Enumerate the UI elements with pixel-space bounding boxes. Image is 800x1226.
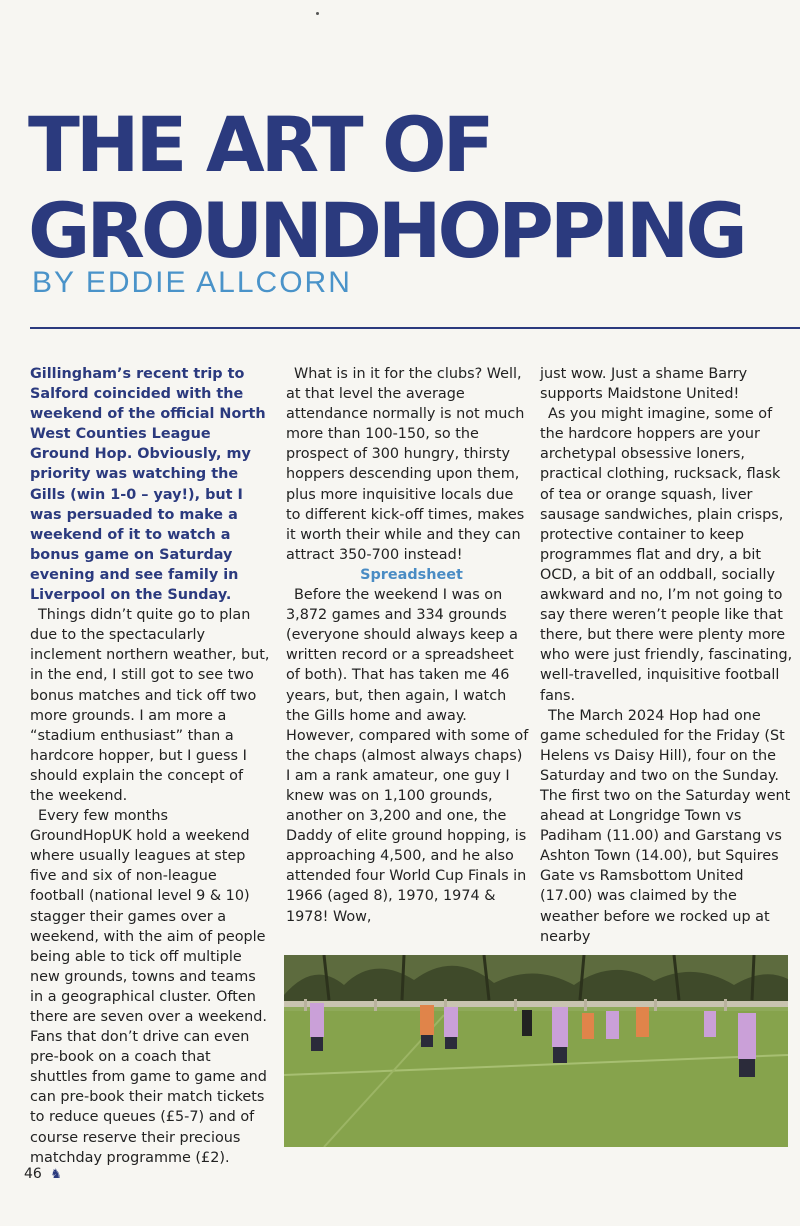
article-title: [28, 102, 744, 274]
football-match-photo: [284, 955, 788, 1147]
paragraph: Things didn’t quite go to plan due to the spectacularly inclement northern weather, but, in the end, I still got to see two bonus matches and tick off two more grounds. I am more a “stadium enthusiast” than a hardcore hopper, but I guess I should explain the concept of the weekend.: [30, 607, 270, 804]
page-footer: [24, 1166, 62, 1182]
club-crest-icon: ♞: [50, 1167, 62, 1182]
column-2: [286, 364, 529, 927]
photo-illustration: [284, 955, 788, 1147]
paragraph: What is in it for the clubs? Well, at that level the average attendance normally is not much more than 100-150, so the prospect of 300 hungry, thirsty hoppers descending upon them, plus more inquisitive locals due to different kick-off times, makes it worth their while and they can attract 350-700 instead!: [286, 366, 525, 563]
title-line-2: GROUNDHOPPING: [28, 186, 744, 275]
paragraph: As you might imagine, some of the hardcore hoppers are your archetypal obsessive loners, practical clothing, rucksack, flask of tea or orange squash, liver sausage sandwiches, plain crisps, protective container to keep programmes flat and dry, a bit OCD, a bit of an oddball, socially awkward and no, I’m not going to say there weren’t people like that there, but there were plenty more who were just friendly, fascinating, well-travelled, inquisitive football fans.: [540, 406, 793, 704]
header-divider: [30, 327, 800, 329]
intro-paragraph: Gillingham’s recent trip to Salford coincided with the weekend of the official North West Counties League Ground Hop. Obviously, my priority was watching the Gills (win 1-0 – yay!), but I was persuaded to make a weekend of it to watch a bonus game on Saturday evening and see family in Liverpool on the Sunday.: [30, 366, 266, 604]
title-line-1: THE ART OF: [28, 100, 491, 189]
subheading: Spreadsheet: [360, 566, 463, 583]
article-byline: BY EDDIE ALLCORN: [32, 266, 352, 299]
column-1: [30, 364, 270, 1168]
paper-speck: [316, 12, 319, 15]
paragraph: Before the weekend I was on 3,872 games and 334 grounds (everyone should always keep a written record or a spreadsheet of both). That has taken me 46 years, but, then again, I watch the Gills home and away. However, compared with some of the chaps (almost always chaps) I am a rank amateur, one guy I knew was on 1,100 grounds, another on 3,200 and one, the Daddy of elite ground hopping, is approaching 4,500, and he also attended four World Cup Finals in 1966 (aged 8), 1970, 1974 & 1978! Wow,: [286, 587, 529, 925]
paragraph: Every few months GroundHopUK hold a weekend where usually leagues at step five and six of non-league football (national level 9 & 10) stagger their games over a weekend, with the aim of people being able to tick off multiple new grounds, towns and teams in a geographical cluster. Often there are seven over a weekend. Fans that don’t drive can even pre-book on a coach that shuttles from game to game and can pre-book their match tickets to reduce queues (£5-7) and of course reserve their precious matchday programme (£2).: [30, 808, 267, 1166]
page-number: 46: [24, 1166, 42, 1182]
paragraph: The March 2024 Hop had one game scheduled for the Friday (St Helens vs Daisy Hill), four on the Saturday and two on the Sunday. The first two on the Saturday went ahead at Longridge Town vs Padiham (11.00) and Garstang vs Ashton Town (14.00), but Squires Gate vs Ramsbottom United (17.00) was claimed by the weather before we rocked up at nearby: [540, 707, 791, 945]
column-3: [540, 364, 798, 947]
paragraph: just wow. Just a shame Barry supports Maidstone United!: [540, 366, 748, 403]
